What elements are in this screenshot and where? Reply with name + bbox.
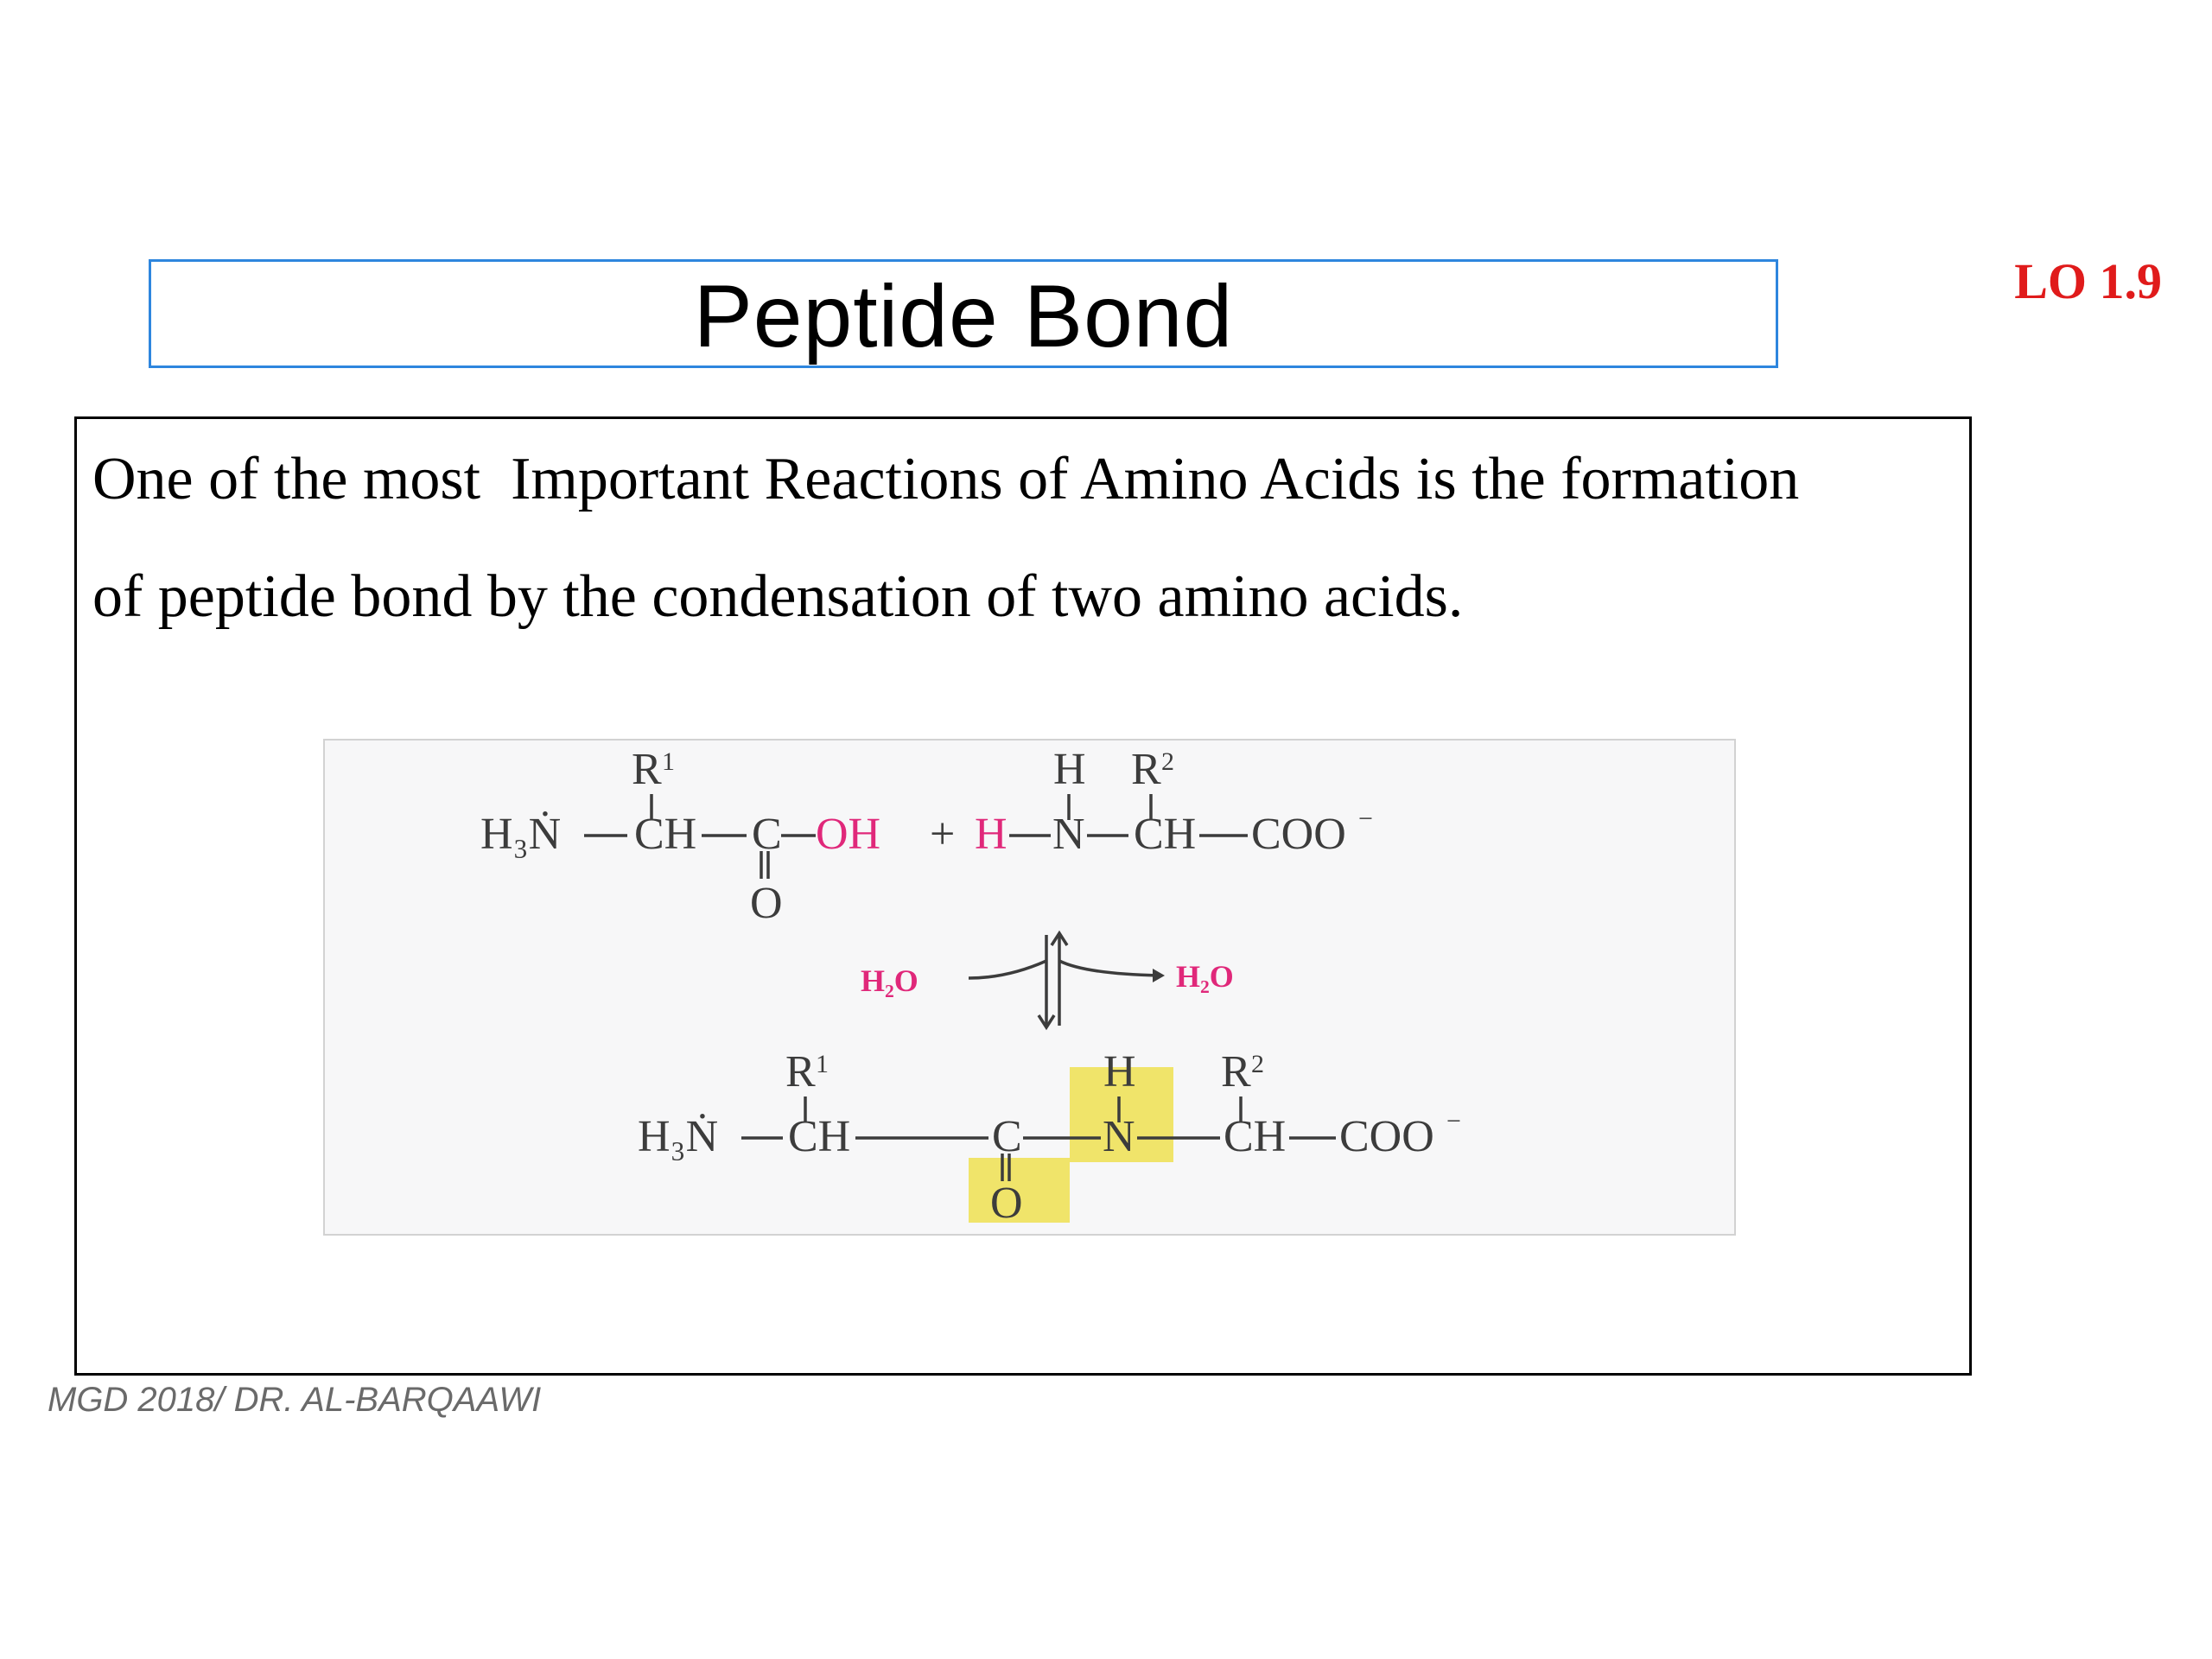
reactant2-alpha-carbon: CH <box>1134 810 1197 859</box>
product-side-chain-2: R <box>1221 1047 1251 1096</box>
reactant2-nitrogen: N <box>1052 810 1085 859</box>
reactant2-side-chain-sup: 2 <box>1161 747 1174 776</box>
arrow-head-right <box>1153 969 1165 982</box>
body-text-line-2: of peptide bond by the condensation of two amino acids. <box>92 563 1464 630</box>
reactant2-carboxylate: COO <box>1251 810 1346 859</box>
water-released-right: H₂O <box>1176 959 1234 994</box>
product-amine: H₃Ṅ <box>638 1112 719 1161</box>
reactant1-carbonyl-o: O <box>750 879 783 928</box>
title-box <box>149 259 1778 368</box>
reactant1-leaving-oh: OH <box>816 810 881 859</box>
footer-credit: MGD 2018/ DR. AL-BARQAAWI <box>48 1381 542 1419</box>
water-released-left: H₂O <box>861 963 918 998</box>
reactant1-carbonyl-c: C <box>752 810 782 859</box>
slide-title: Peptide Bond <box>693 266 1234 365</box>
reactant1-side-chain: R <box>632 745 662 794</box>
product-nitrogen: N <box>1103 1112 1135 1161</box>
product-carboxylate: COO <box>1339 1112 1434 1161</box>
product-charge: − <box>1446 1107 1461 1135</box>
reactant2-charge: − <box>1358 804 1373 833</box>
product-n-h: H <box>1103 1047 1136 1096</box>
product-alpha-carbon-2: CH <box>1224 1112 1287 1161</box>
product-alpha-carbon-1: CH <box>788 1112 851 1161</box>
body-text-line-1: One of the most Important Reactions of Amino Acids is the formation <box>92 446 1800 512</box>
reactant2-side-chain: R <box>1131 745 1161 794</box>
reactant1-side-chain-sup: 1 <box>662 747 675 776</box>
product-side-chain-1-sup: 1 <box>816 1050 829 1078</box>
learning-objective-label: LO 1.9 <box>2014 253 2162 309</box>
reactant2-leaving-h: H <box>975 810 1007 859</box>
product-carbonyl-c: C <box>992 1112 1022 1161</box>
reactant2-n-h: H <box>1053 745 1086 794</box>
peptide-reaction-figure <box>323 739 1736 1236</box>
content-box <box>74 416 1972 1376</box>
arrow-curve-right <box>1059 961 1159 976</box>
product-side-chain-2-sup: 2 <box>1251 1050 1264 1078</box>
product-side-chain-1: R <box>785 1047 816 1096</box>
reactant1-amine: H₃Ṅ <box>480 810 562 859</box>
reaction-scheme <box>325 741 1734 1234</box>
plus-sign: + <box>930 810 956 859</box>
product-carbonyl-o: O <box>990 1179 1023 1228</box>
reactant1-alpha-carbon: CH <box>634 810 697 859</box>
arrow-curve-left <box>969 961 1046 978</box>
